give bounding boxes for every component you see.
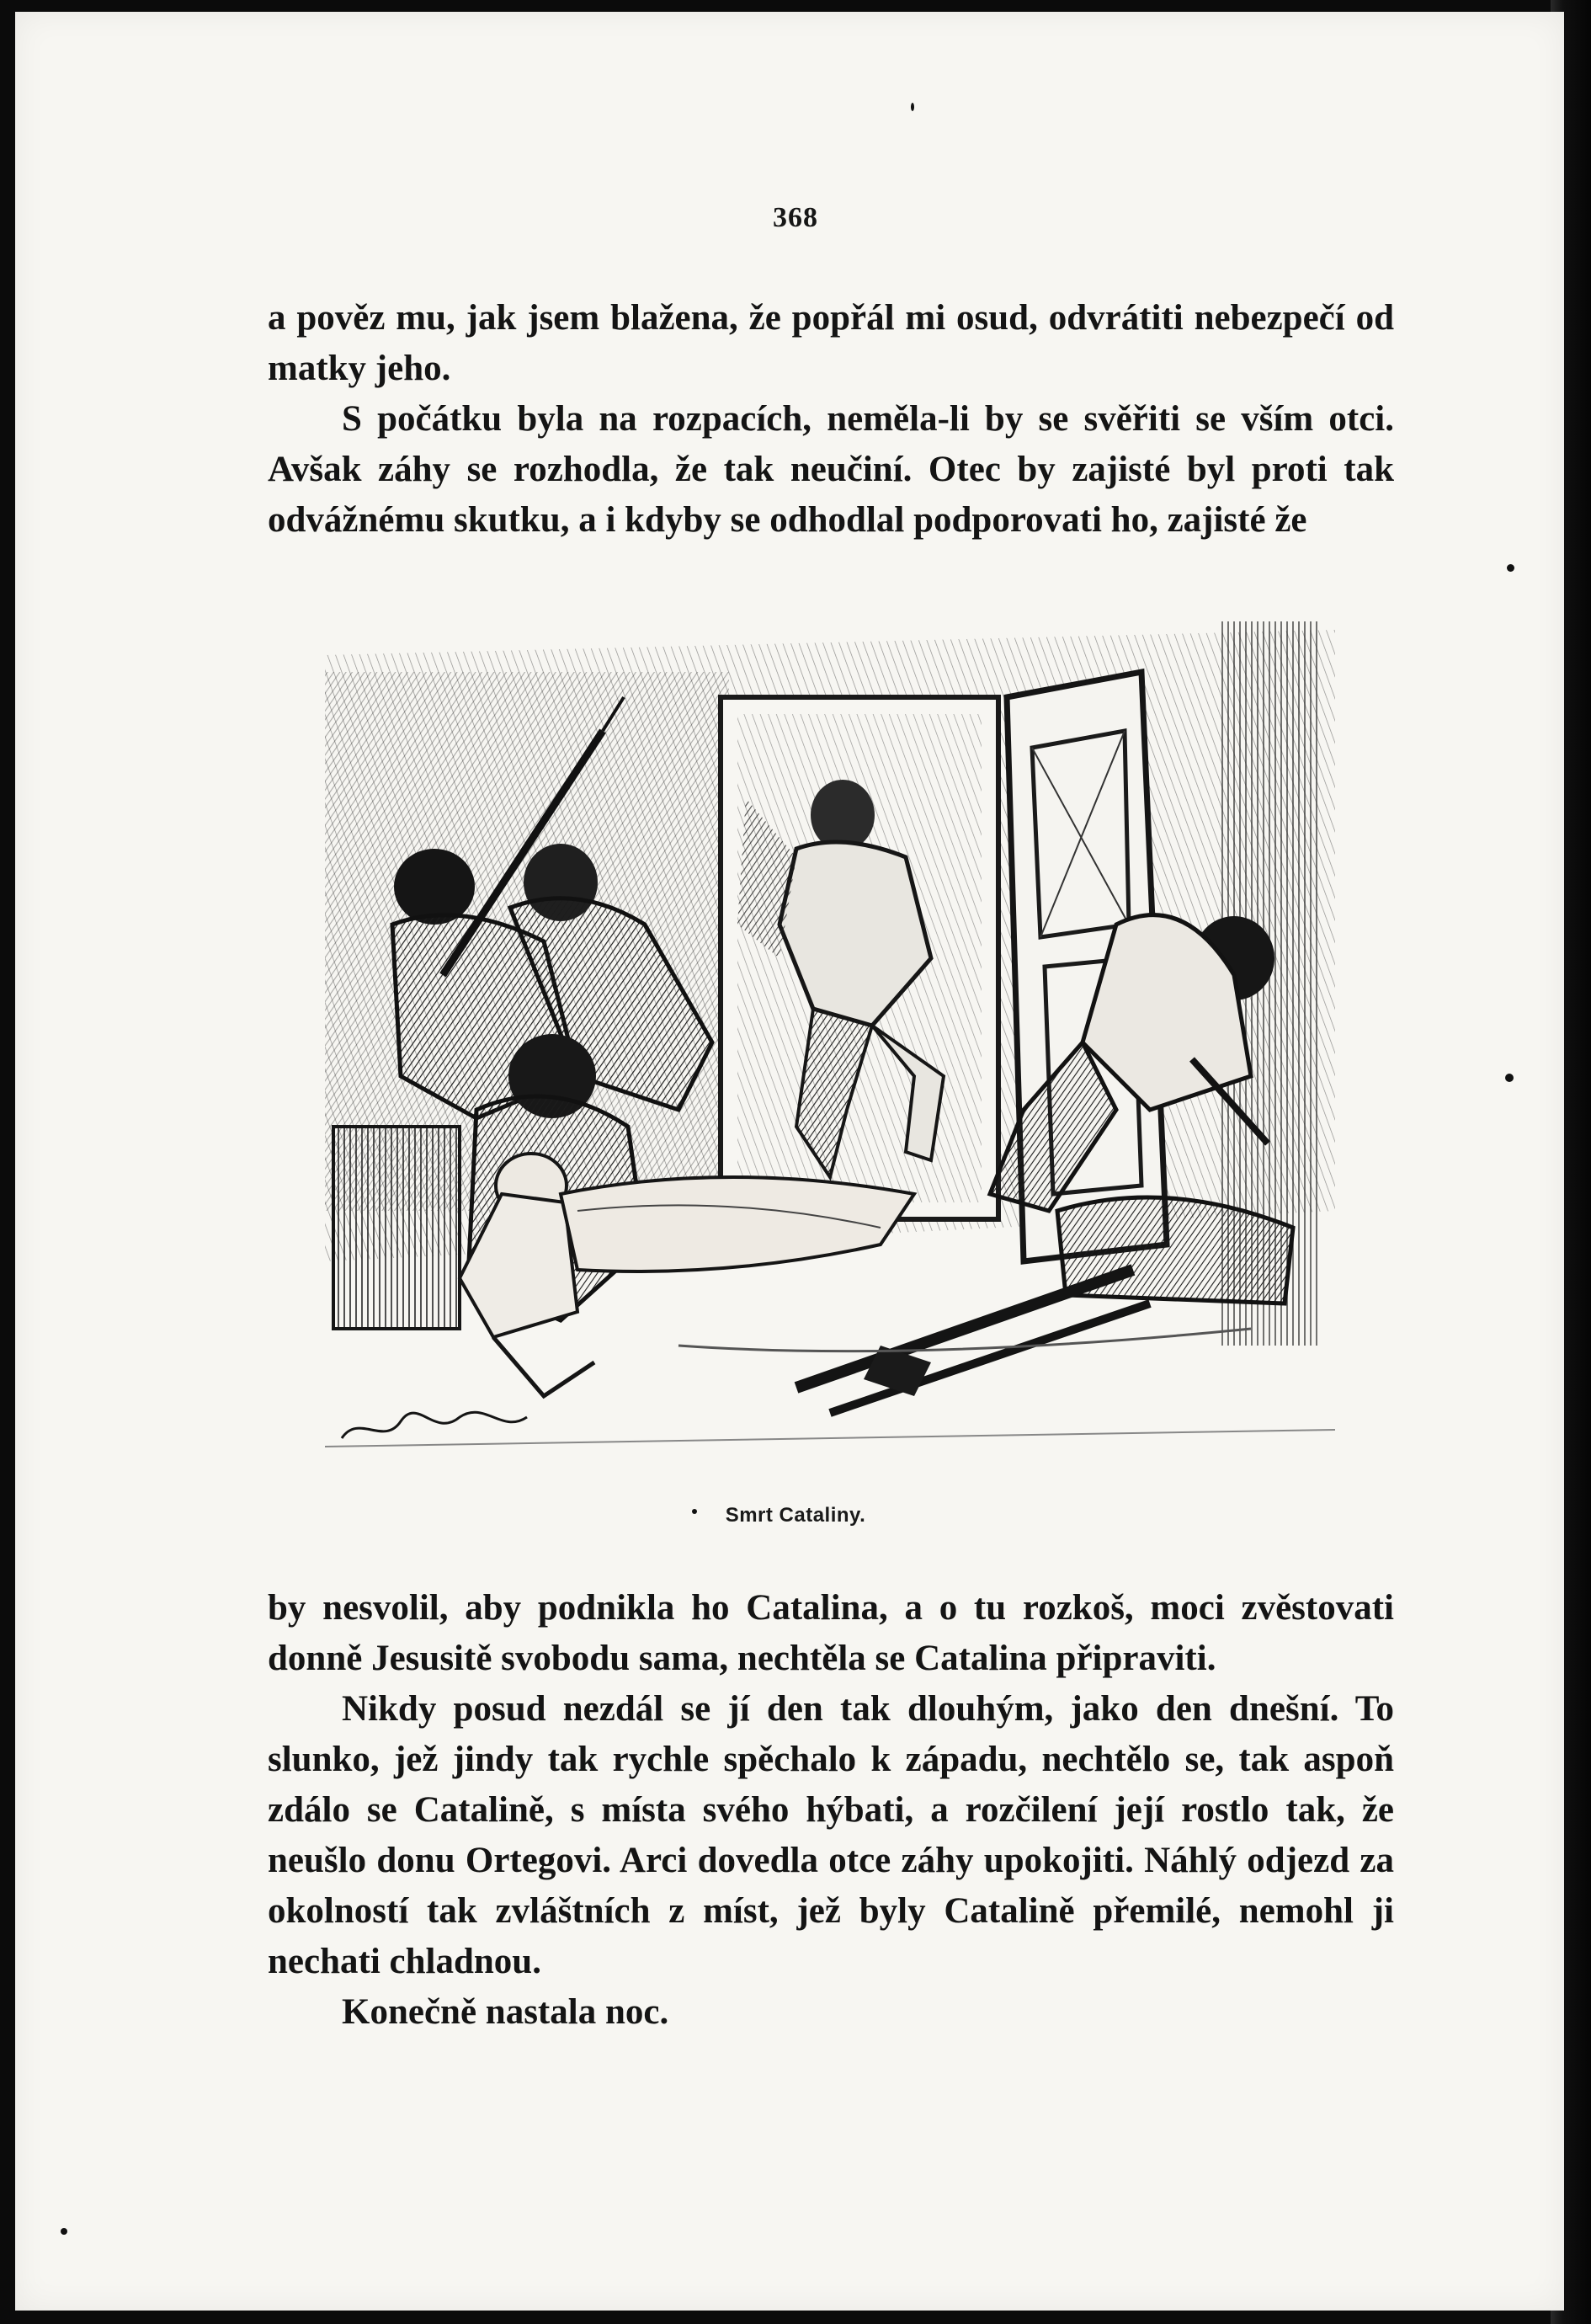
paragraph-4: Nikdy posud nezdál se jí den tak dlouhým, jako den dnešní. To slunko, jež jindy tak rychle spěchalo k západu, nechtělo se, tak aspoň zdálo se Catalině, s místa svého hýbati, a rozčilení její rostlo tak, že neušlo donu Ortegovi. Arci dovedla otce záhy upokojiti. Náhlý odjezd za okolností tak zvláštních z míst, jež byly Catalině přemilé, nemohl ji nechati chladnou.	[268, 1689, 1394, 1981]
scan-speck	[1507, 564, 1514, 572]
paragraph-5: Konečně nastala noc.	[342, 1992, 669, 2032]
paragraph-1: a pověz mu, jak jsem blažena, že popřál mi osud, odvrátiti nebezpečí od matky jeho.	[268, 298, 1394, 388]
scan-speck	[911, 103, 914, 111]
illustration-caption: Smrt Cataliny.	[725, 1504, 866, 1527]
text-block-bottom	[268, 1583, 1394, 2038]
scan-speck	[1505, 1074, 1514, 1082]
paragraph-3: by nesvolil, aby podnikla ho Catalina, a o tu rozkoš, moci zvěstovati donně Jesusitě svobodu sama, nechtěla se Catalina připraviti.	[268, 1588, 1394, 1678]
scan-speck	[692, 1509, 697, 1514]
engraving-image	[325, 605, 1335, 1489]
paragraph-2: S počátku byla na rozpacích, neměla-li by se svěřiti se vším otci. Avšak záhy se rozhodla, že tak neučiní. Otec by zajisté byl proti tak odvážnému skutku, a i kdyby se odhodlal podporovati ho, zajisté že	[268, 399, 1394, 540]
page-number: 368	[773, 202, 818, 233]
scan-speck	[61, 2228, 67, 2235]
illustration-smrt-cataliny	[325, 605, 1335, 1489]
text-block-top	[268, 293, 1394, 546]
